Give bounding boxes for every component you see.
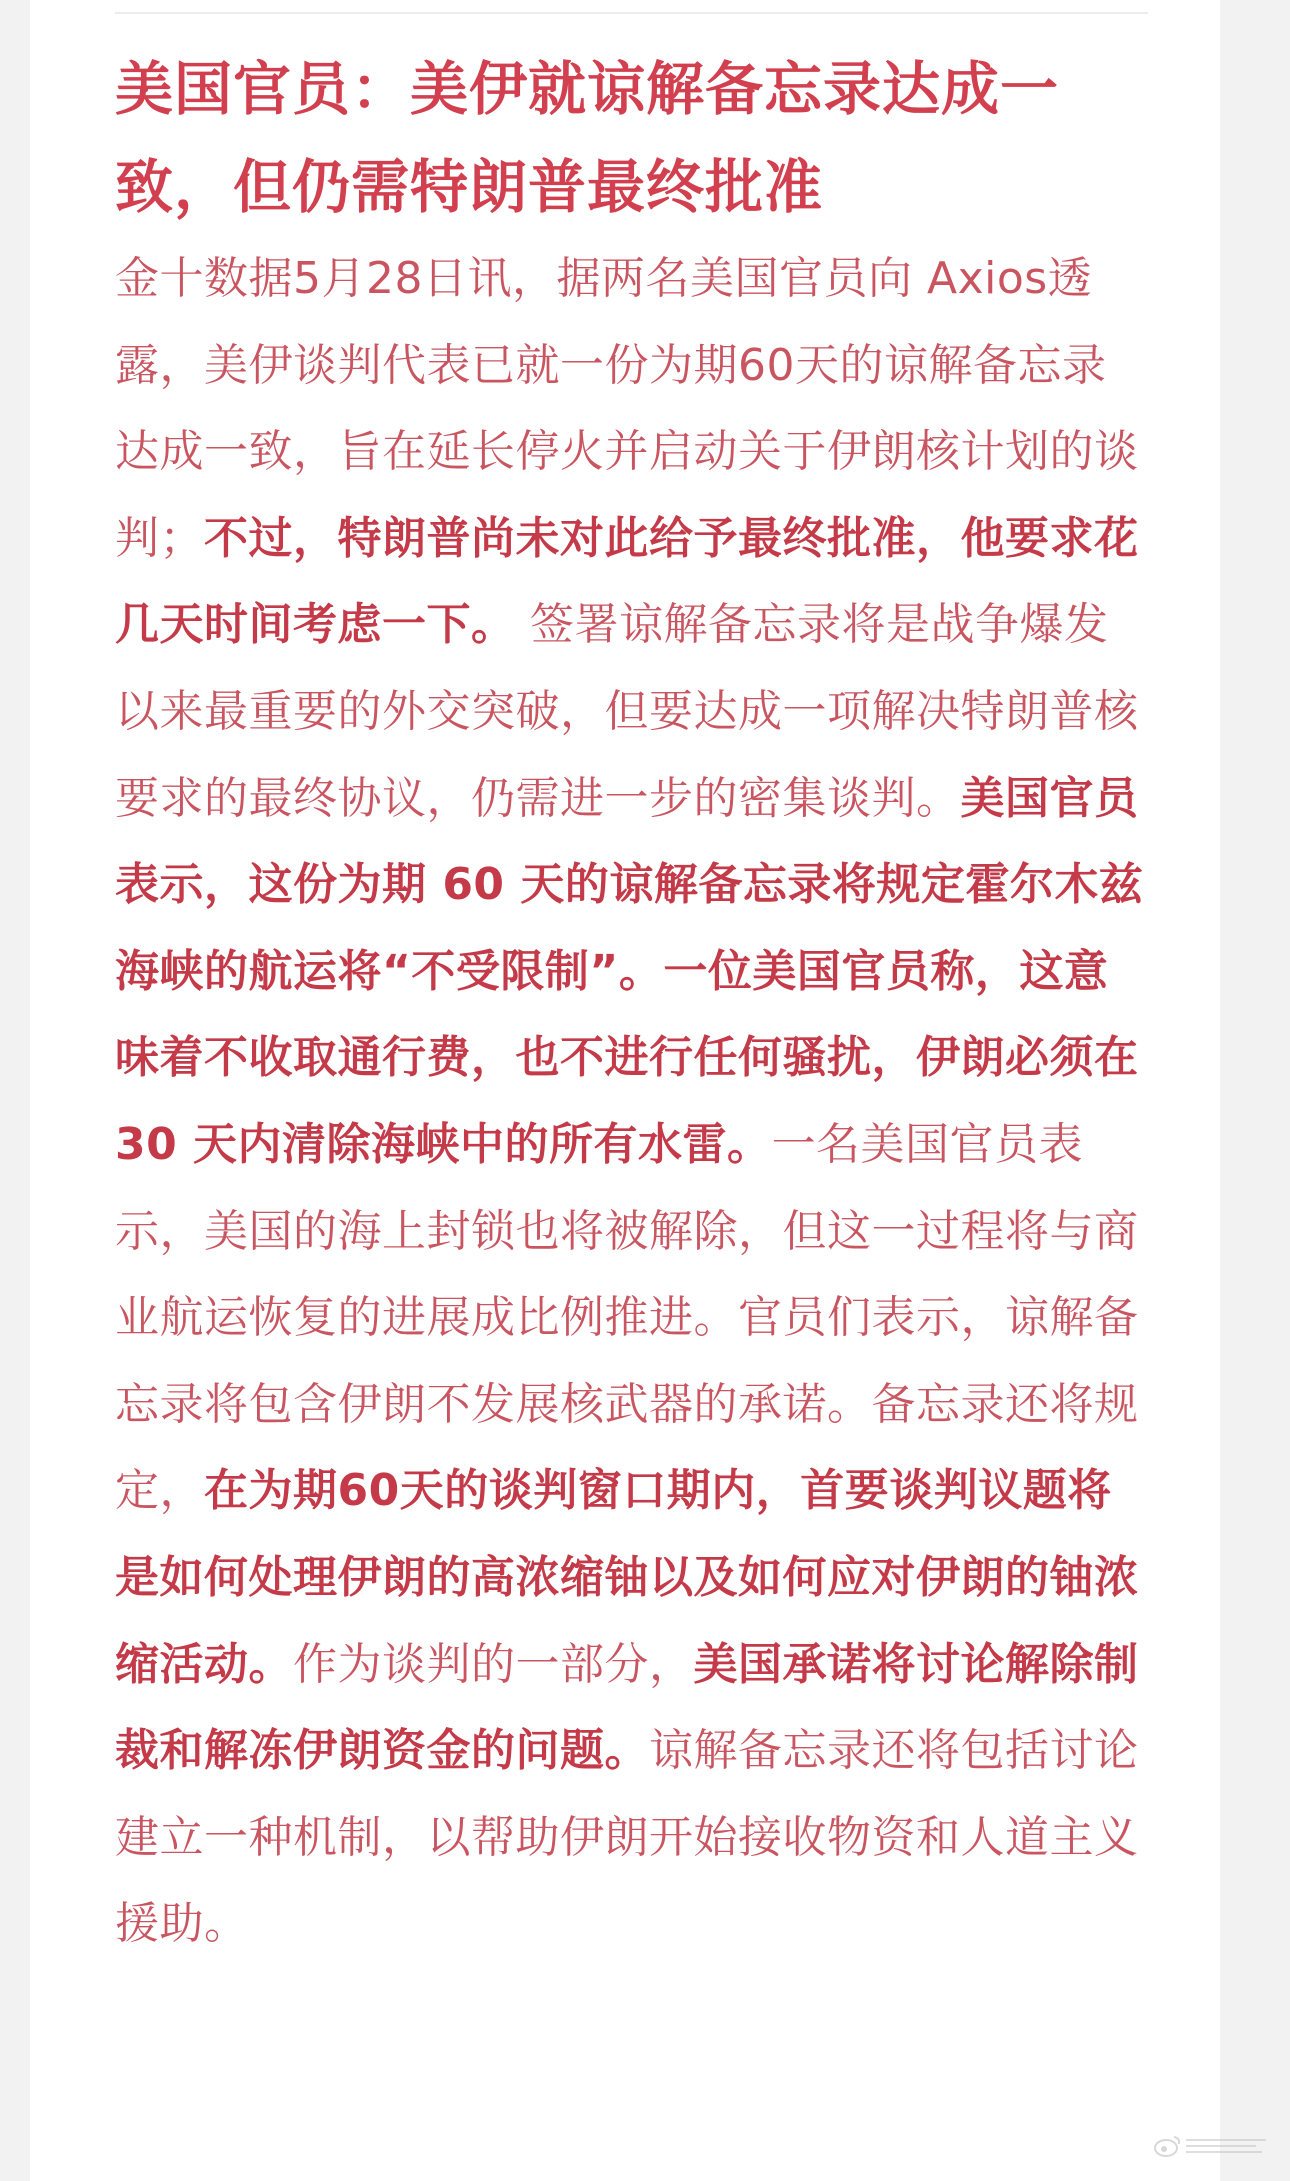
- article-title: 美国官员：美伊就谅解备忘录达成一致，但仍需特朗普最终批准: [115, 55, 1060, 221]
- text-segment: 作为谈判的一部分，: [293, 1638, 694, 1690]
- bold-text-segment: 美国官员表示，这份为期 60 天的谅解备忘录将规定霍尔木兹海峡的航运将“不受限制”。一位美国官员称，这意味着不收取通行费，也不进行任何骚扰，伊朗必须在 30 天内清除海峡中的所有水雷。: [115, 772, 1144, 1170]
- article-content: [115, 40, 1148, 1968]
- weibo-watermark: [1152, 2133, 1272, 2159]
- bold-text-segment: 在为期60天的谈判窗口期内，首要谈判议题将是如何处理伊朗的高浓缩铀以及如何应对伊朗的铀浓缩活动。: [115, 1465, 1139, 1690]
- text-segment: 谅解备忘录还将包括讨论建立一种机制，以帮助伊朗开始接收物资和人道主义援助。: [115, 1725, 1139, 1950]
- weibo-logo-icon: [1152, 2133, 1272, 2159]
- article-paragraph: [115, 236, 1148, 1968]
- text-segment: 签署谅解备忘录将是战争爆发以来最重要的外交突破，但要达成一项解决特朗普核要求的最终协议，仍需进一步的密集谈判。: [115, 599, 1139, 824]
- bold-text-segment: 不过，特朗普尚未对此给予最终批准，他要求花几天时间考虑一下。: [115, 512, 1139, 651]
- top-divider: [115, 12, 1148, 14]
- text-segment: 金十数据5月28日讯，据两名美国官员向 Axios透露，美伊谈判代表已就一份为期60天的谅解备忘录达成一致，旨在延长停火并启动关于伊朗核计划的谈判；: [115, 253, 1139, 564]
- text-segment: 一名美国官员表示，美国的海上封锁也将被解除，但这一过程将与商业航运恢复的进展成比例推进。官员们表示，谅解备忘录将包含伊朗不发展核武器的承诺。备忘录还将规定，: [115, 1118, 1139, 1517]
- bold-text-segment: 美国承诺将讨论解除制裁和解冻伊朗资金的问题。: [115, 1638, 1139, 1777]
